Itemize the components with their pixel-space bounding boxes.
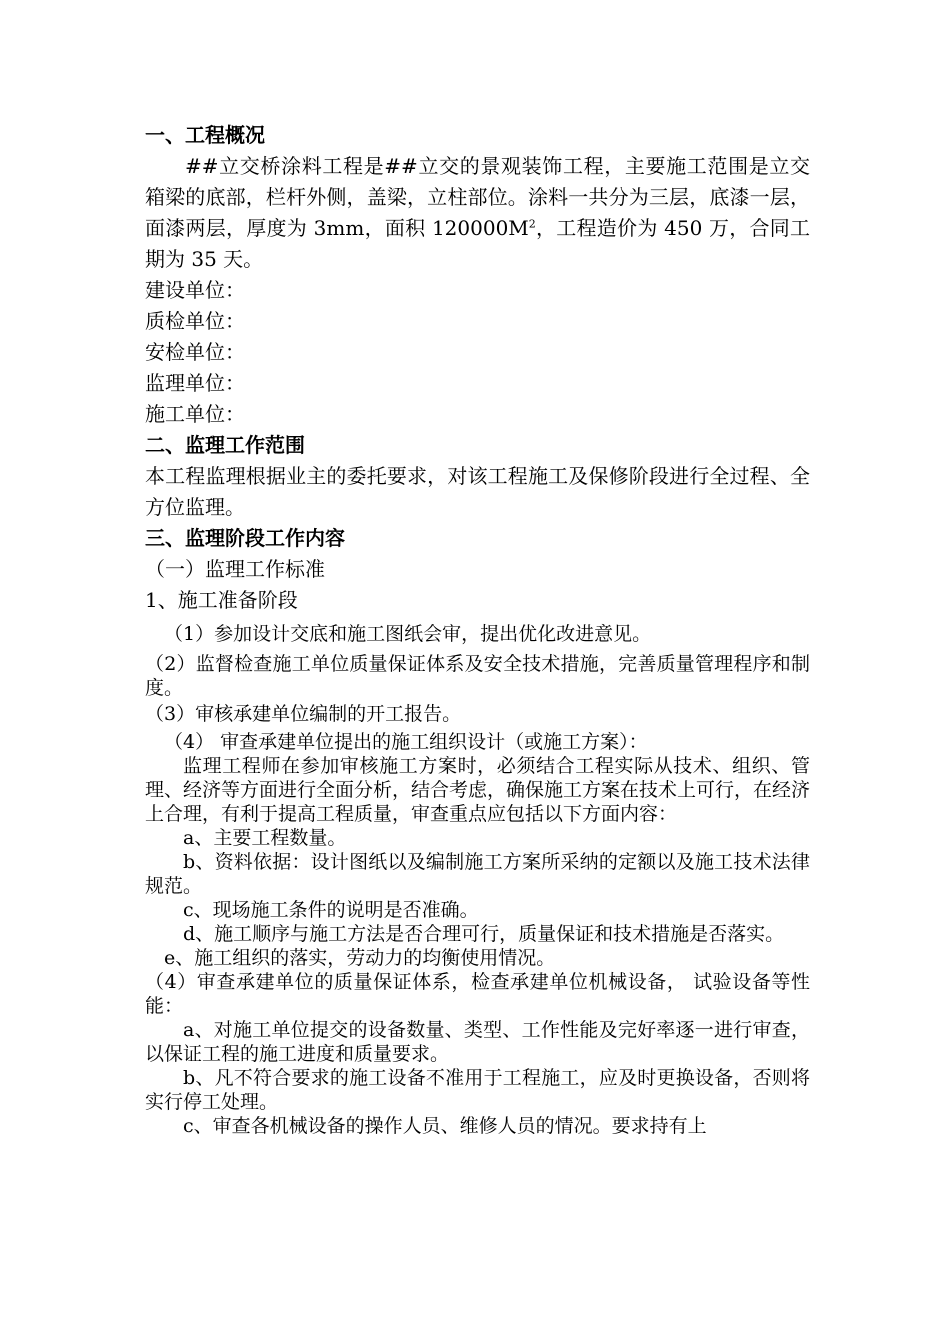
overview-paragraph bbox=[145, 151, 810, 275]
item-1: （1）参加设计交底和施工图纸会审，提出优化改进意见。 bbox=[164, 623, 652, 645]
item-5-b: b、凡不符合要求的施工设备不准用于工程施工，应及时更换设备，否则将实行停工处理。 bbox=[145, 1067, 810, 1113]
unit-safety: 安检单位： bbox=[145, 340, 245, 364]
unit-supervision: 监理单位： bbox=[145, 371, 245, 395]
item-4: （4） 审查承建单位提出的施工组织设计（或施工方案）： bbox=[164, 731, 648, 753]
unit-contractor: 施工单位： bbox=[145, 402, 245, 426]
unit-quality: 质检单位： bbox=[145, 309, 245, 333]
item-4-d: d、施工顺序与施工方法是否合理可行，质量保证和技术措施是否落实。 bbox=[183, 923, 785, 945]
unit-construction: 建设单位： bbox=[145, 278, 245, 302]
section-heading-scope: 二、监理工作范围 bbox=[145, 433, 305, 457]
item-4-c: c、现场施工条件的说明是否准确。 bbox=[183, 899, 479, 921]
item-4-a: a、主要工程数量。 bbox=[183, 827, 347, 849]
sub-heading-preparation: 1、施工准备阶段 bbox=[145, 588, 298, 612]
superscript: 2 bbox=[528, 217, 536, 231]
item-5-a: a、对施工单位提交的设备数量、类型、工作性能及完好率逐一进行审查，以保证工程的施工进度和质量要求。 bbox=[145, 1019, 810, 1065]
item-5: （4）审查承建单位的质量保证体系，检查承建单位机械设备， 试验设备等性能： bbox=[145, 971, 810, 1017]
section-heading-overview: 一、工程概况 bbox=[145, 123, 265, 147]
item-4-b: b、资料依据：设计图纸以及编制施工方案所采纳的定额以及施工技术法律规范。 bbox=[145, 851, 810, 897]
item-3: （3）审核承建单位编制的开工报告。 bbox=[145, 703, 462, 725]
sub-heading-standard: （一）监理工作标准 bbox=[145, 557, 325, 581]
scope-paragraph: 本工程监理根据业主的委托要求，对该工程施工及保修阶段进行全过程、全方位监理。 bbox=[145, 464, 810, 519]
overview-text-a: ##立交桥涂料工程是##立交的景观装饰工程，主要施工范围是立交箱梁的底部，栏杆外侧，盖梁，立柱部位。涂料一共分为三层，底漆一层，面漆两层，厚度为 3mm，面积 120000M bbox=[145, 154, 810, 240]
overview-text-b: ，工程造价为 450 万，合同工期为 35 天。 bbox=[145, 216, 810, 271]
item-2: （2）监督检查施工单位质量保证体系及安全技术措施，完善质量管理程序和制度。 bbox=[145, 653, 810, 699]
item-4-body: 监理工程师在参加审核施工方案时，必须结合工程实际从技术、组织、管理、经济等方面进行全面分析，结合考虑，确保施工方案在技术上可行，在经济上合理，有利于提高工程质量，审查重点应包括以下方面内容： bbox=[145, 755, 811, 825]
item-5-c: c、审查各机械设备的操作人员、维修人员的情况。要求持有上 bbox=[183, 1115, 707, 1137]
item-4-e: e、施工组织的落实，劳动力的均衡使用情况。 bbox=[164, 947, 556, 969]
section-heading-content: 三、监理阶段工作内容 bbox=[145, 526, 345, 550]
document-page bbox=[145, 120, 810, 1138]
